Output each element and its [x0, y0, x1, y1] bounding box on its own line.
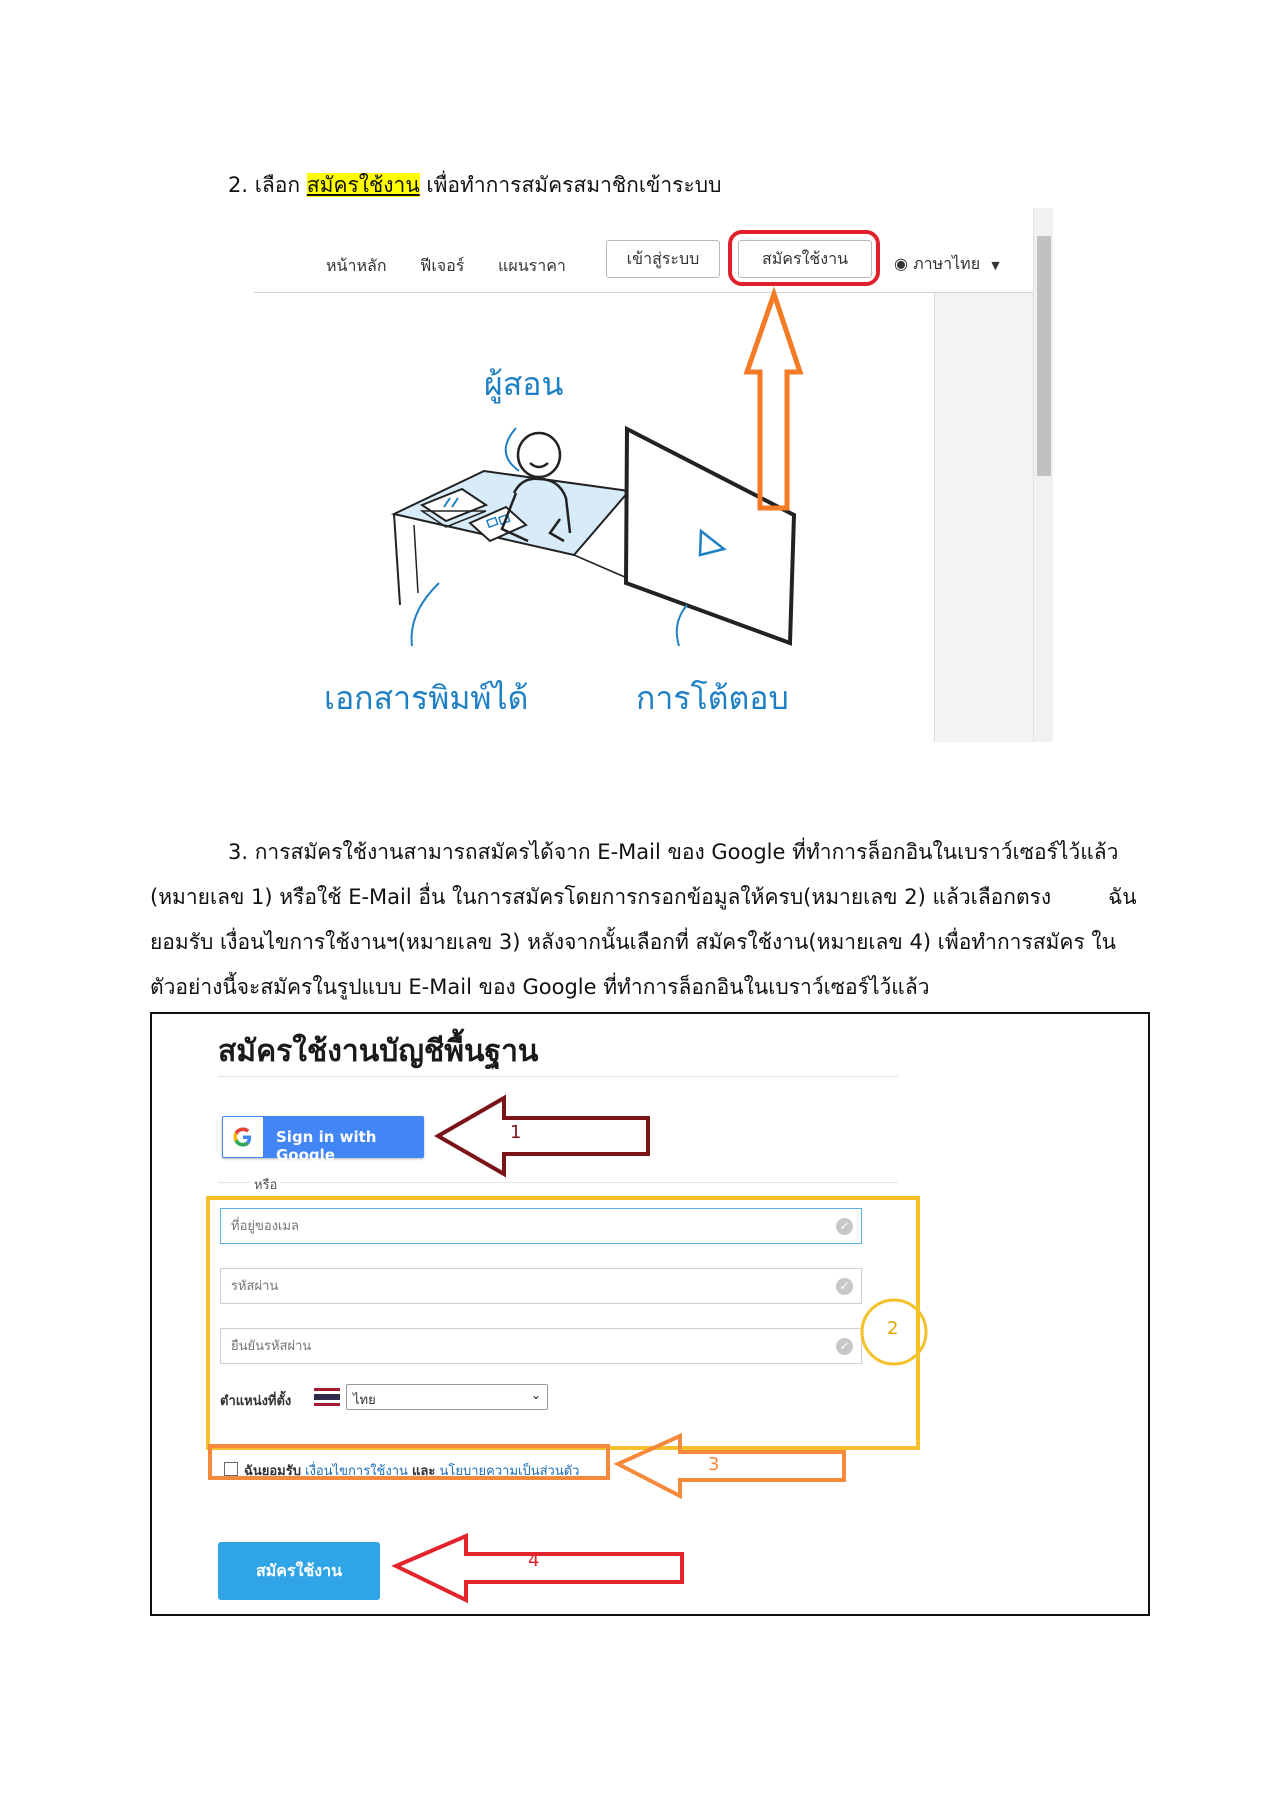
language-label: ภาษาไทย	[913, 254, 981, 273]
check-circle-icon: ✓	[836, 1338, 853, 1355]
annotation-number-2: 2	[887, 1318, 899, 1339]
annotation-number-1: 1	[510, 1122, 522, 1143]
check-circle-icon: ✓	[836, 1218, 853, 1235]
arrow-3-icon	[618, 1436, 844, 1496]
submit-register-button[interactable]: สมัครใช้งาน	[218, 1542, 380, 1600]
step3-line-2: (หมายเลข 1) หรือใช้ E-Mail อื่น ในการสมัครโดยการกรอกข้อมูลให้ครบ(หมายเลข 2) แล้วเลือกตรง	[150, 885, 1052, 909]
google-signin-label: Sign in with Google	[276, 1128, 377, 1164]
signup-form-screenshot	[150, 1012, 1150, 1616]
globe-icon: ◉	[894, 254, 908, 273]
step3-line-2-tail: ฉัน	[1108, 885, 1137, 909]
nav-features[interactable]: ฟีเจอร์	[420, 256, 465, 275]
label-interaction: การโต้ตอบ	[636, 679, 789, 717]
step2-highlight: สมัครใช้งาน	[306, 173, 420, 197]
box-2-outline	[208, 1198, 918, 1448]
and-text: และ	[412, 1464, 436, 1479]
chevron-down-icon: ⌄	[530, 1388, 541, 1402]
check-circle-icon: ✓	[836, 1278, 853, 1295]
register-highlight-circle	[730, 232, 878, 284]
login-button[interactable]: เข้าสู่ระบบ	[606, 240, 720, 278]
privacy-link[interactable]: นโยบายความเป็นส่วนตัว	[439, 1464, 580, 1479]
nav-home[interactable]: หน้าหลัก	[326, 256, 387, 275]
step2-paragraph	[228, 175, 721, 196]
caret-down-icon: ▼	[991, 259, 1000, 272]
up-arrow-icon	[747, 294, 800, 508]
step2-number: 2.	[228, 173, 249, 197]
signup-title: สมัครใช้งานบัญชีพื้นฐาน	[218, 1034, 539, 1069]
step3-line-4: ตัวอย่างนี้จะสมัครในรูปแบบ E-Mail ของ Google ที่ทำการล็อกอินในเบราว์เซอร์ไว้แล้ว	[150, 975, 930, 999]
arrow-1-icon	[438, 1098, 648, 1174]
annotation-overlay	[152, 1014, 1148, 1614]
step3-line-1: 3. การสมัครใช้งานสามารถสมัครได้จาก E-Mail ของ Google ที่ทำการล็อกอินในเบราว์เซอร์ไว้แล้ว	[228, 840, 1119, 864]
annotation-number-3: 3	[708, 1454, 720, 1475]
or-label: หรือ	[250, 1174, 281, 1195]
label-teacher: ผู้สอน	[484, 365, 564, 403]
country-value: ไทย	[353, 1393, 376, 1408]
box-3-outline	[210, 1446, 608, 1478]
terms-link[interactable]: เงื่อนไขการใช้งาน	[305, 1464, 408, 1479]
nav-pricing[interactable]: แผนราคา	[498, 256, 566, 275]
website-screenshot	[254, 208, 1053, 742]
step2-prefix: เลือก	[254, 173, 301, 197]
step2-suffix: เพื่อทำการสมัครสมาชิกเข้าระบบ	[426, 173, 722, 197]
label-printable: เอกสารพิมพ์ได้	[324, 679, 529, 717]
annotation-overlay	[254, 208, 1053, 742]
location-label: ตำแหน่งที่ตั้ง	[220, 1394, 292, 1409]
step3-line-3: ยอมรับ เงื่อนไขการใช้งานฯ(หมายเลข 3) หลังจากนั้นเลือกที่ สมัครใช้งาน(หมายเลข 4) เพื่อทำการสมัคร ใน	[150, 930, 1117, 954]
agree-prefix: ฉันยอมรับ	[244, 1464, 301, 1479]
annotation-number-4: 4	[528, 1550, 540, 1571]
register-button[interactable]: สมัครใช้งาน	[738, 240, 872, 278]
